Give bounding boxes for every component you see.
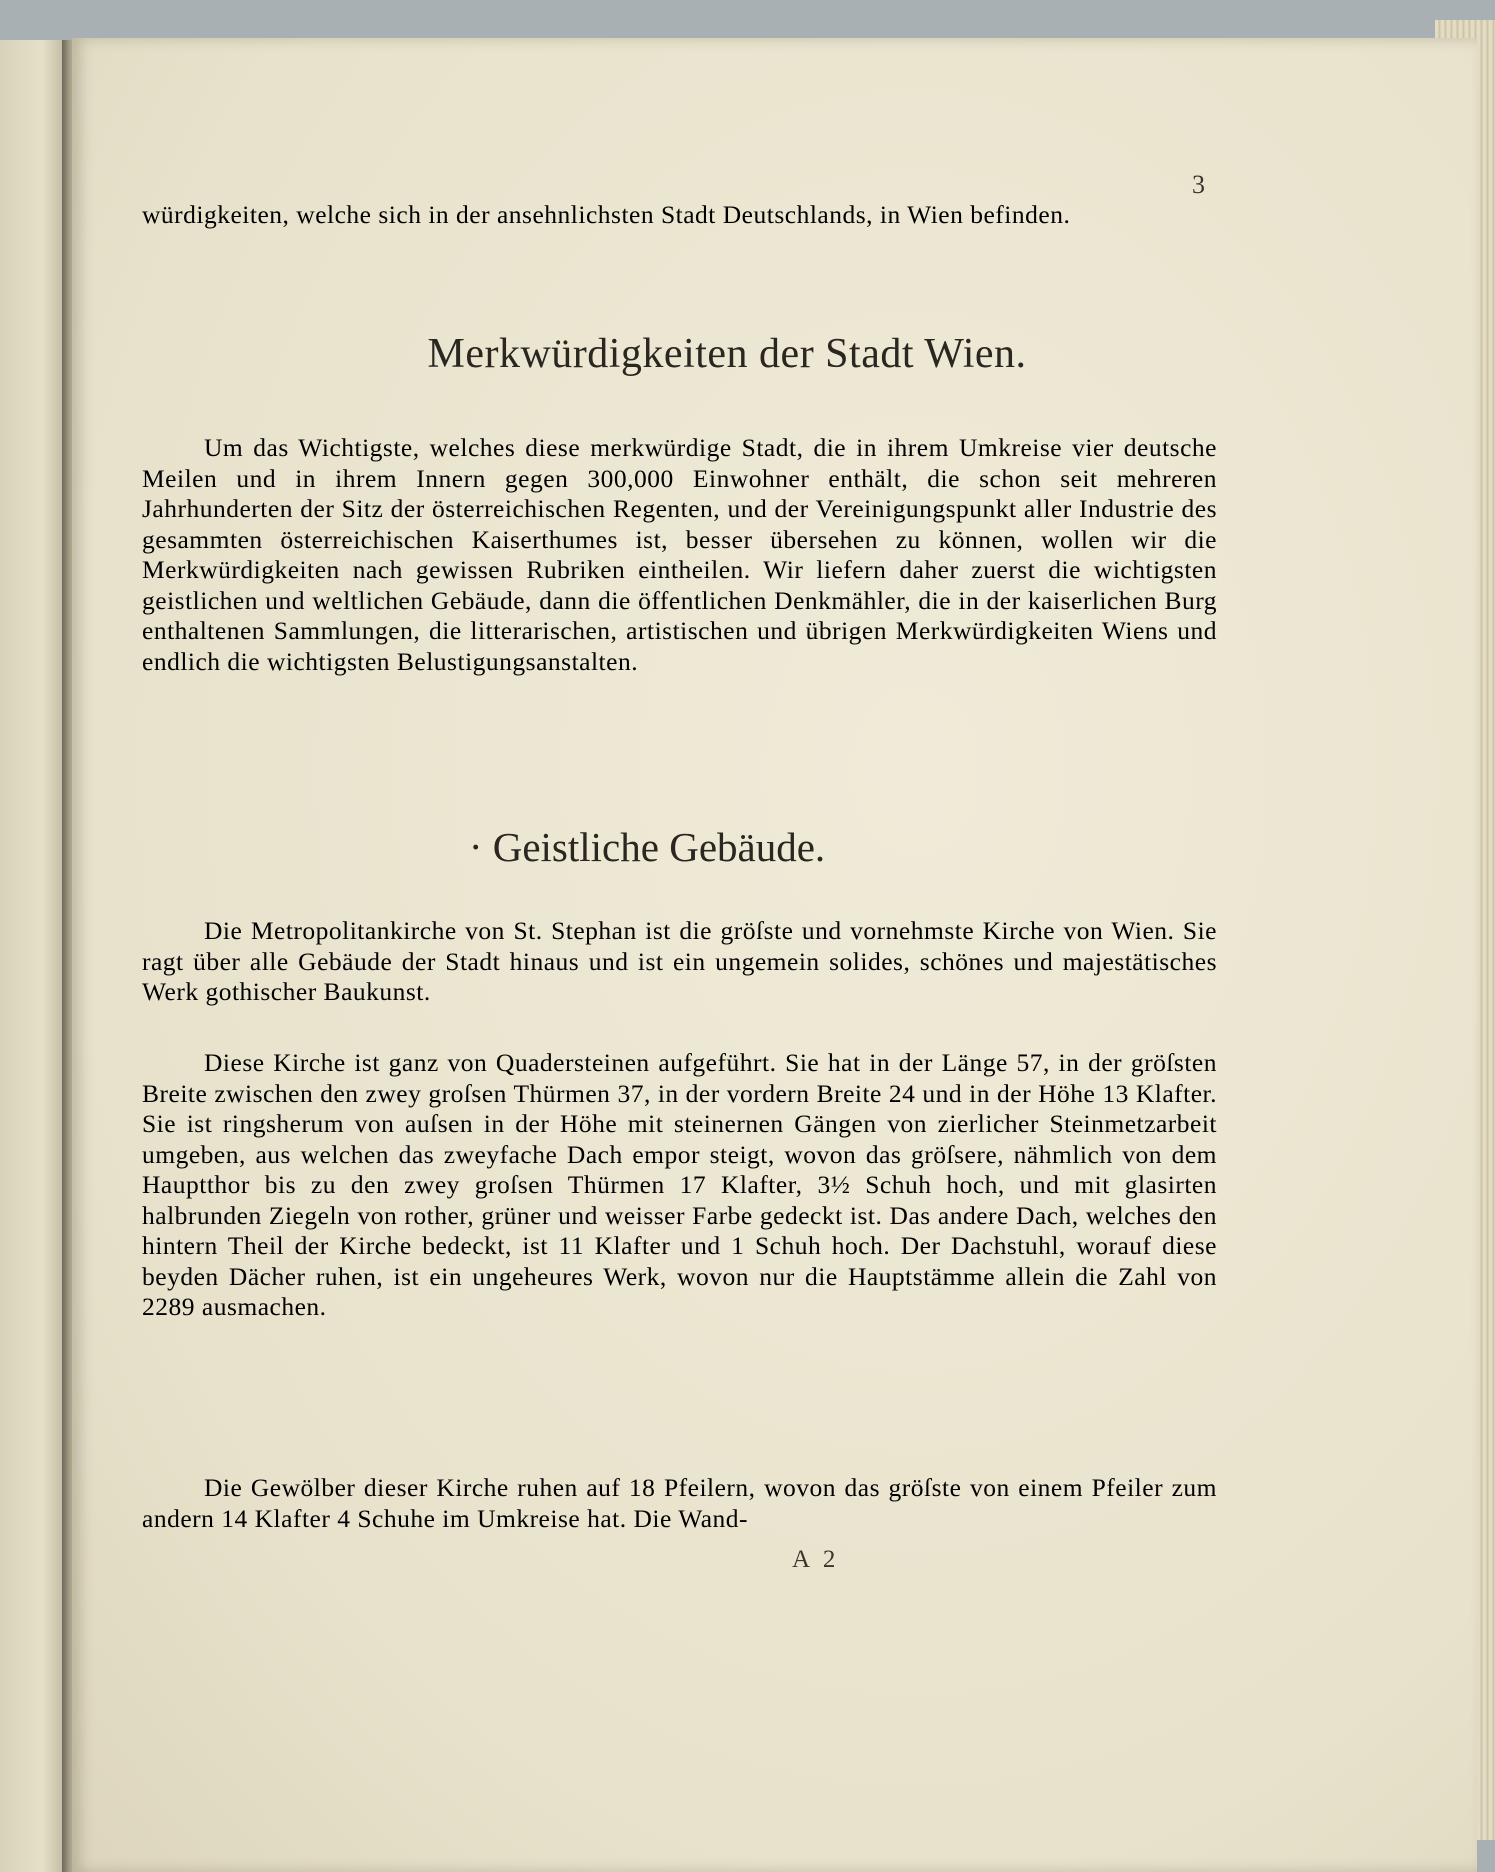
paragraph-intro: Um das Wichtigste, welches diese merkwürdige Stadt, die in ihrem Umkreise vier deutsche Meilen und in ihrem Innern gegen 300,000 Einwohner enthält, die schon seit mehreren Jahrhunderten der Sitz der österreichischen Regenten, und der Vereinigungspunkt aller Industrie des gesammten österreichischen Kaiserthumes ist, besser übersehen zu können, wollen wir die Merkwürdigkeiten nach gewissen Rubriken eintheilen. Wir liefern daher zuerst die wichtigsten geistlichen und weltlichen Gebäude, dann die öffentlichen Denkmähler, die in der kaiserlichen Burg enthaltenen Sammlungen, die litterarischen, artistischen und übrigen Merkwürdigkeiten Wiens und endlich die wichtigsten Belustigungsanstalten. (142, 433, 1217, 676)
paragraph-kirche-dimensions: Diese Kirche ist ganz von Quadersteinen aufgeführt. Sie hat in der Länge 57, in der gröſsten Breite zwischen den zwey groſsen Thürmen 37, in der vordern Breite 24 und in der Höhe 13 Klafter. Sie ist ringsherum von auſsen in der Höhe mit steinernen Gängen von zierlicher Steinmetzarbeit umgeben, aus welchen das zweyfache Dach empor steigt, wovon das gröſsere, nähmlich von dem Hauptthor bis zu den zwey groſsen Thürmen 17 Klafter, 3½ Schuh hoch, und mit glasirten halbrunden Ziegeln von rother, grüner und weisser Farbe gedeckt ist. Das andere Dach, welches den hintern Theil der Kirche bedeckt, ist 11 Klafter und 1 Schuh hoch. Der Dachstuhl, worauf diese beyden Dächer ruhen, ist ein ungeheures Werk, wovon nur die Hauptstämme allein die Zahl von 2289 ausmachen. (142, 1048, 1217, 1321)
page-number: 3 (1192, 170, 1205, 199)
book-page (72, 38, 1477, 1872)
paragraph-stephan: Die Metropolitankirche von St. Stephan ist die gröſste und vornehmste Kirche von Wien. Sie ragt über alle Gebäude der Stadt hinaus und ist ein ungemein solides, schönes und majestätisches Werk gothischer Baukunst. (142, 916, 1217, 1006)
section-heading-merkwuerdigkeiten: Merkwürdigkeiten der Stadt Wien. (427, 331, 1027, 377)
section-heading-geistliche-gebaeude: · Geistliche Gebäude. (468, 824, 826, 870)
facing-page-edge (0, 40, 70, 1872)
paragraph-gewoelber: Die Gewölber dieser Kirche ruhen auf 18 Pfeilern, wovon das gröſste von einem Pfeiler zum andern 14 Klafter 4 Schuhe im Umkreise hat. Die Wand- (142, 1473, 1217, 1533)
signature-mark: A 2 (792, 1546, 840, 1573)
continued-text: würdigkeiten, welche sich in der ansehnlichsten Stadt Deutschlands, in Wien befinden. (142, 200, 1071, 229)
